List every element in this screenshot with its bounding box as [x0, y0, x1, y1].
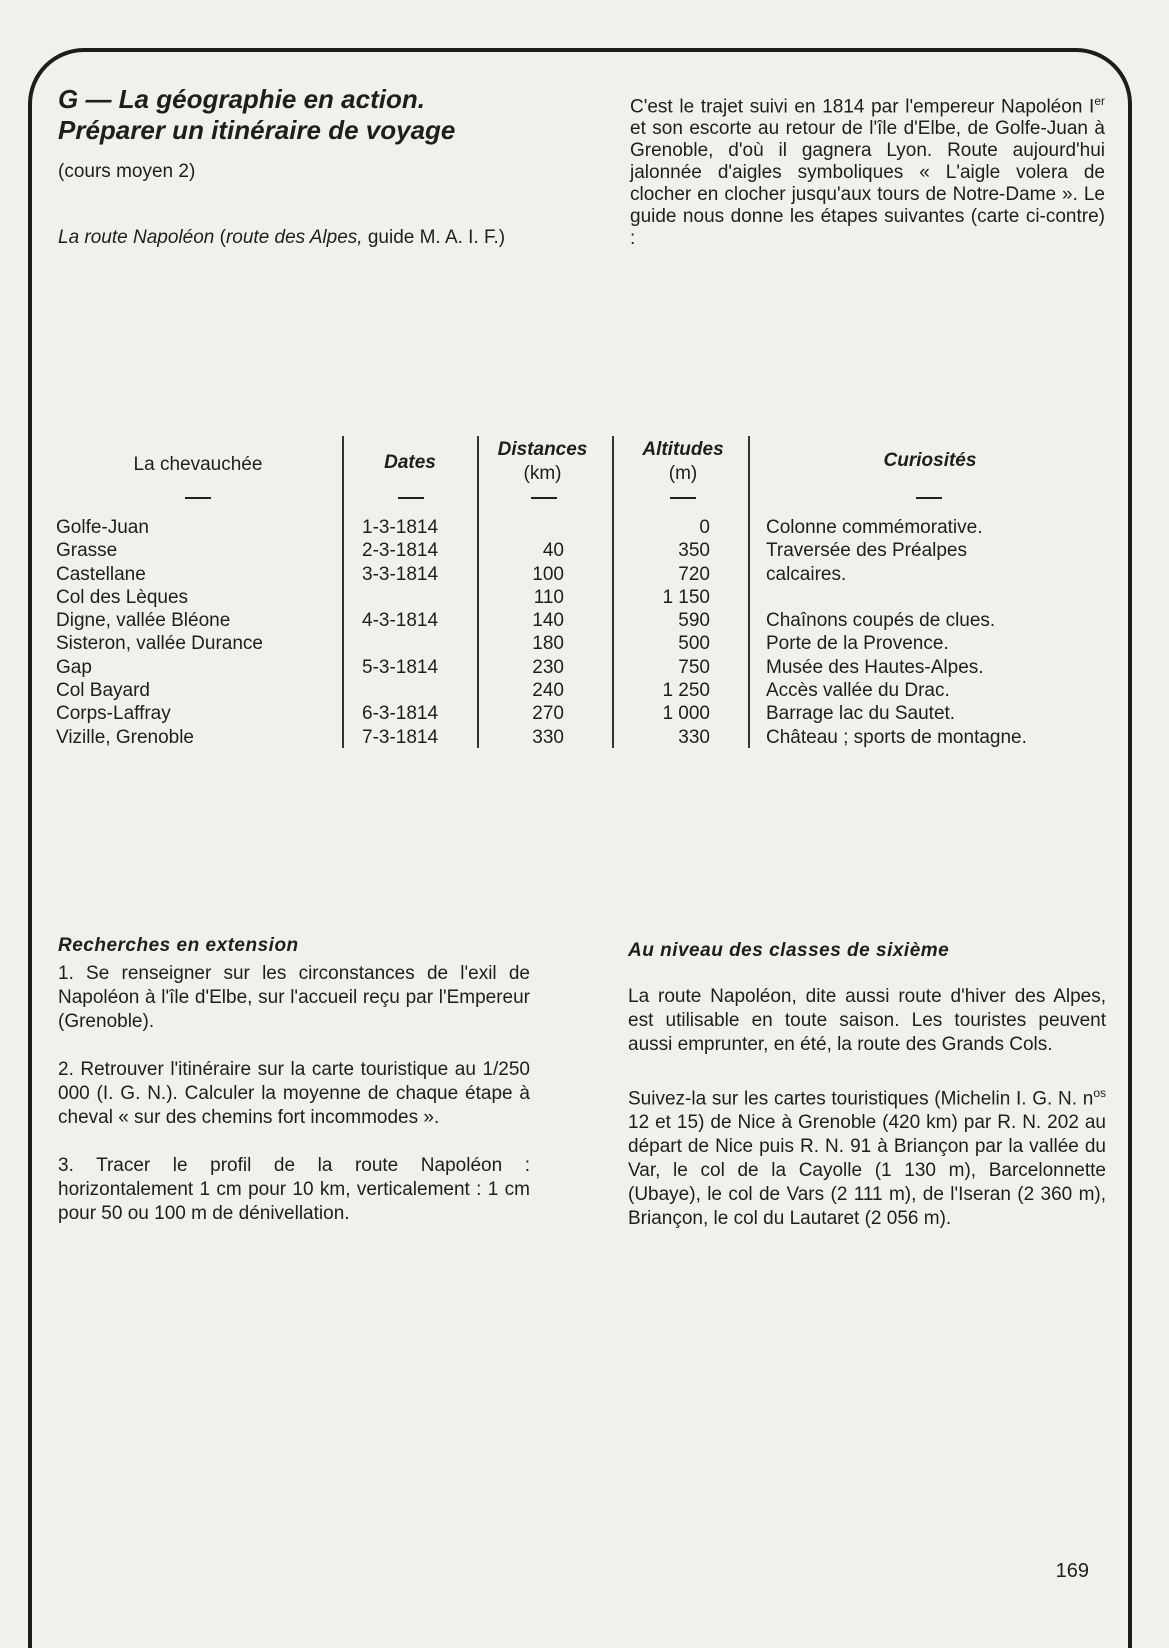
recherche-item: 3. Tracer le profil de la route Napoléon : horizontalement 1 cm pour 10 km, verticalement : 1 cm pour 50 ou 100 m de dénivellation. — [58, 1155, 530, 1224]
place-cell: Digne, vallée Bléone — [56, 610, 231, 632]
altitude-cell: 350 — [678, 540, 710, 562]
altitude-cell: 500 — [678, 633, 710, 655]
source-citation: La route Napoléon (route des Alpes, guide M. A. I. F.) — [58, 227, 506, 248]
recherche-item: 2. Retrouver l'itinéraire sur la carte touristique au 1/250 000 (I. G. N.). Calculer la moyenne de chaque étape à cheval « sur des chemins fort incommodes ». — [58, 1059, 530, 1128]
date-cell: 5-3-1814 — [362, 656, 439, 678]
intro-paragraph: C'est le trajet suivi en 1814 par l'empereur Napoléon Ier et son escorte au retour de l'île d'Elbe, de Golfe-Juan à Grenoble, d'où il gagnera Lyon. Route aujourd'hui jalonnée d'aigles symboliques « L'aigle volera de clocher en clocher jusqu'aux tours de Notre-Dame ». Le guide nous donne les étapes suivantes (carte ci-contre) : — [630, 94, 1105, 250]
altitude-cell: 330 — [678, 726, 710, 748]
page-frame — [28, 48, 1132, 1648]
column-distances — [490, 516, 564, 749]
column-curiosites — [766, 516, 1027, 749]
curiosity-cell: Accès vallée du Drac. — [766, 680, 950, 702]
distance-cell — [490, 516, 564, 539]
place-cell: Vizille, Grenoble — [56, 726, 195, 748]
recherches-heading: Recherches en extension — [58, 935, 299, 956]
altitude-cell: 720 — [678, 563, 710, 585]
curiosity-cell: Porte de la Provence. — [766, 633, 949, 655]
place-cell: Col des Lèques — [56, 586, 189, 608]
recherches-list — [58, 962, 530, 1226]
altitude-cell: 1 150 — [662, 586, 710, 608]
column-divider — [477, 436, 479, 748]
distance-cell: 270 — [532, 703, 564, 725]
sixieme-paragraph-2: Suivez-la sur les cartes touristiques (Michelin I. G. N. $n^{os}$ 12 et 15) de Nice à Grenoble (420 km) par R. N. 202 au départ de Nice puis R. N. 91 à Briançon par la vallée du Var, le col de la Cayolle (1 130 m), Barcelonnette (Ubaye), le col de Vars (2 111 m), de l'Iseran (2 360 m), Briançon, le col du Lautaret (2 056 m). — [628, 1086, 1106, 1230]
title-line-1: G — La géographie en action. — [58, 84, 425, 114]
header-chevauchee: La chevauchée — [133, 454, 263, 475]
curiosity-cell — [766, 586, 1027, 609]
sixieme-paragraph-1: La route Napoléon, dite aussi route d'hiver des Alpes, est utilisable en toute saison. Les touristes peuvent aussi emprunter, en été, la route des Grands Cols. — [628, 986, 1106, 1055]
header-dash — [185, 497, 211, 499]
curiosity-cell: calcaires. — [766, 563, 847, 585]
place-cell: Col Bayard — [56, 680, 150, 702]
date-cell: 7-3-1814 — [362, 726, 439, 748]
curiosity-cell: Musée des Hautes-Alpes. — [766, 656, 984, 678]
header-distances-unit: (km) — [523, 463, 562, 484]
header-dash — [916, 497, 942, 499]
header-dash — [670, 497, 696, 499]
column-dates — [362, 516, 438, 749]
distance-cell: 140 — [532, 610, 564, 632]
sixieme-content — [628, 985, 1106, 1231]
curiosity-cell: Barrage lac du Sautet. — [766, 703, 956, 725]
altitude-cell: 750 — [678, 656, 710, 678]
page-number: 169 — [1055, 1560, 1089, 1582]
place-cell: Gap — [56, 656, 92, 678]
date-cell — [362, 586, 438, 609]
date-cell: 1-3-1814 — [362, 517, 439, 538]
header-curiosites: Curiosités — [883, 450, 977, 471]
distance-cell: 40 — [542, 540, 564, 562]
place-cell: Grasse — [56, 540, 118, 562]
date-cell: 6-3-1814 — [362, 703, 439, 725]
distance-cell: 110 — [533, 586, 564, 608]
date-cell — [362, 679, 438, 702]
header-altitudes: Altitudes — [642, 439, 724, 460]
header-dash — [531, 497, 557, 499]
date-cell — [362, 632, 438, 655]
column-altitudes — [620, 516, 710, 749]
title-line-2: Préparer un itinéraire de voyage — [58, 115, 456, 145]
place-cell: Castellane — [56, 563, 146, 585]
header-dash — [398, 497, 424, 499]
date-cell: 2-3-1814 — [362, 540, 439, 562]
altitude-cell: 1 000 — [662, 703, 710, 725]
date-cell: 4-3-1814 — [362, 610, 439, 632]
header-dates: Dates — [384, 452, 436, 473]
date-cell: 3-3-1814 — [362, 563, 439, 585]
column-divider — [342, 436, 344, 748]
column-places — [56, 516, 263, 749]
altitude-cell: 590 — [678, 610, 710, 632]
column-divider — [612, 436, 614, 748]
distance-cell: 100 — [532, 563, 564, 585]
distance-cell: 180 — [532, 633, 564, 655]
header-distances: Distances — [497, 439, 588, 460]
distance-cell: 330 — [532, 726, 564, 748]
altitude-cell: 0 — [699, 517, 710, 538]
recherche-item: 1. Se renseigner sur les circonstances de l'exil de Napoléon à l'île d'Elbe, sur l'accueil reçu par l'Empereur (Grenoble). — [58, 963, 530, 1032]
distance-cell: 240 — [532, 680, 564, 702]
column-divider — [748, 436, 750, 748]
place-cell: Corps-Laffray — [56, 703, 171, 725]
sixieme-heading: Au niveau des classes de sixième — [628, 940, 950, 961]
subtitle: (cours moyen 2) — [58, 161, 196, 182]
curiosity-cell: Château ; sports de montagne. — [766, 726, 1027, 748]
place-cell: Golfe-Juan — [56, 517, 149, 538]
distance-cell: 230 — [532, 656, 564, 678]
place-cell: Sisteron, vallée Durance — [56, 633, 263, 655]
header-altitudes-unit: (m) — [668, 463, 698, 484]
page-title — [58, 84, 578, 146]
curiosity-cell: Chaînons coupés de clues. — [766, 610, 996, 632]
altitude-cell: 1 250 — [662, 680, 710, 702]
curiosity-cell: Traversée des Préalpes — [766, 540, 968, 562]
curiosity-cell: Colonne commémorative. — [766, 517, 983, 538]
